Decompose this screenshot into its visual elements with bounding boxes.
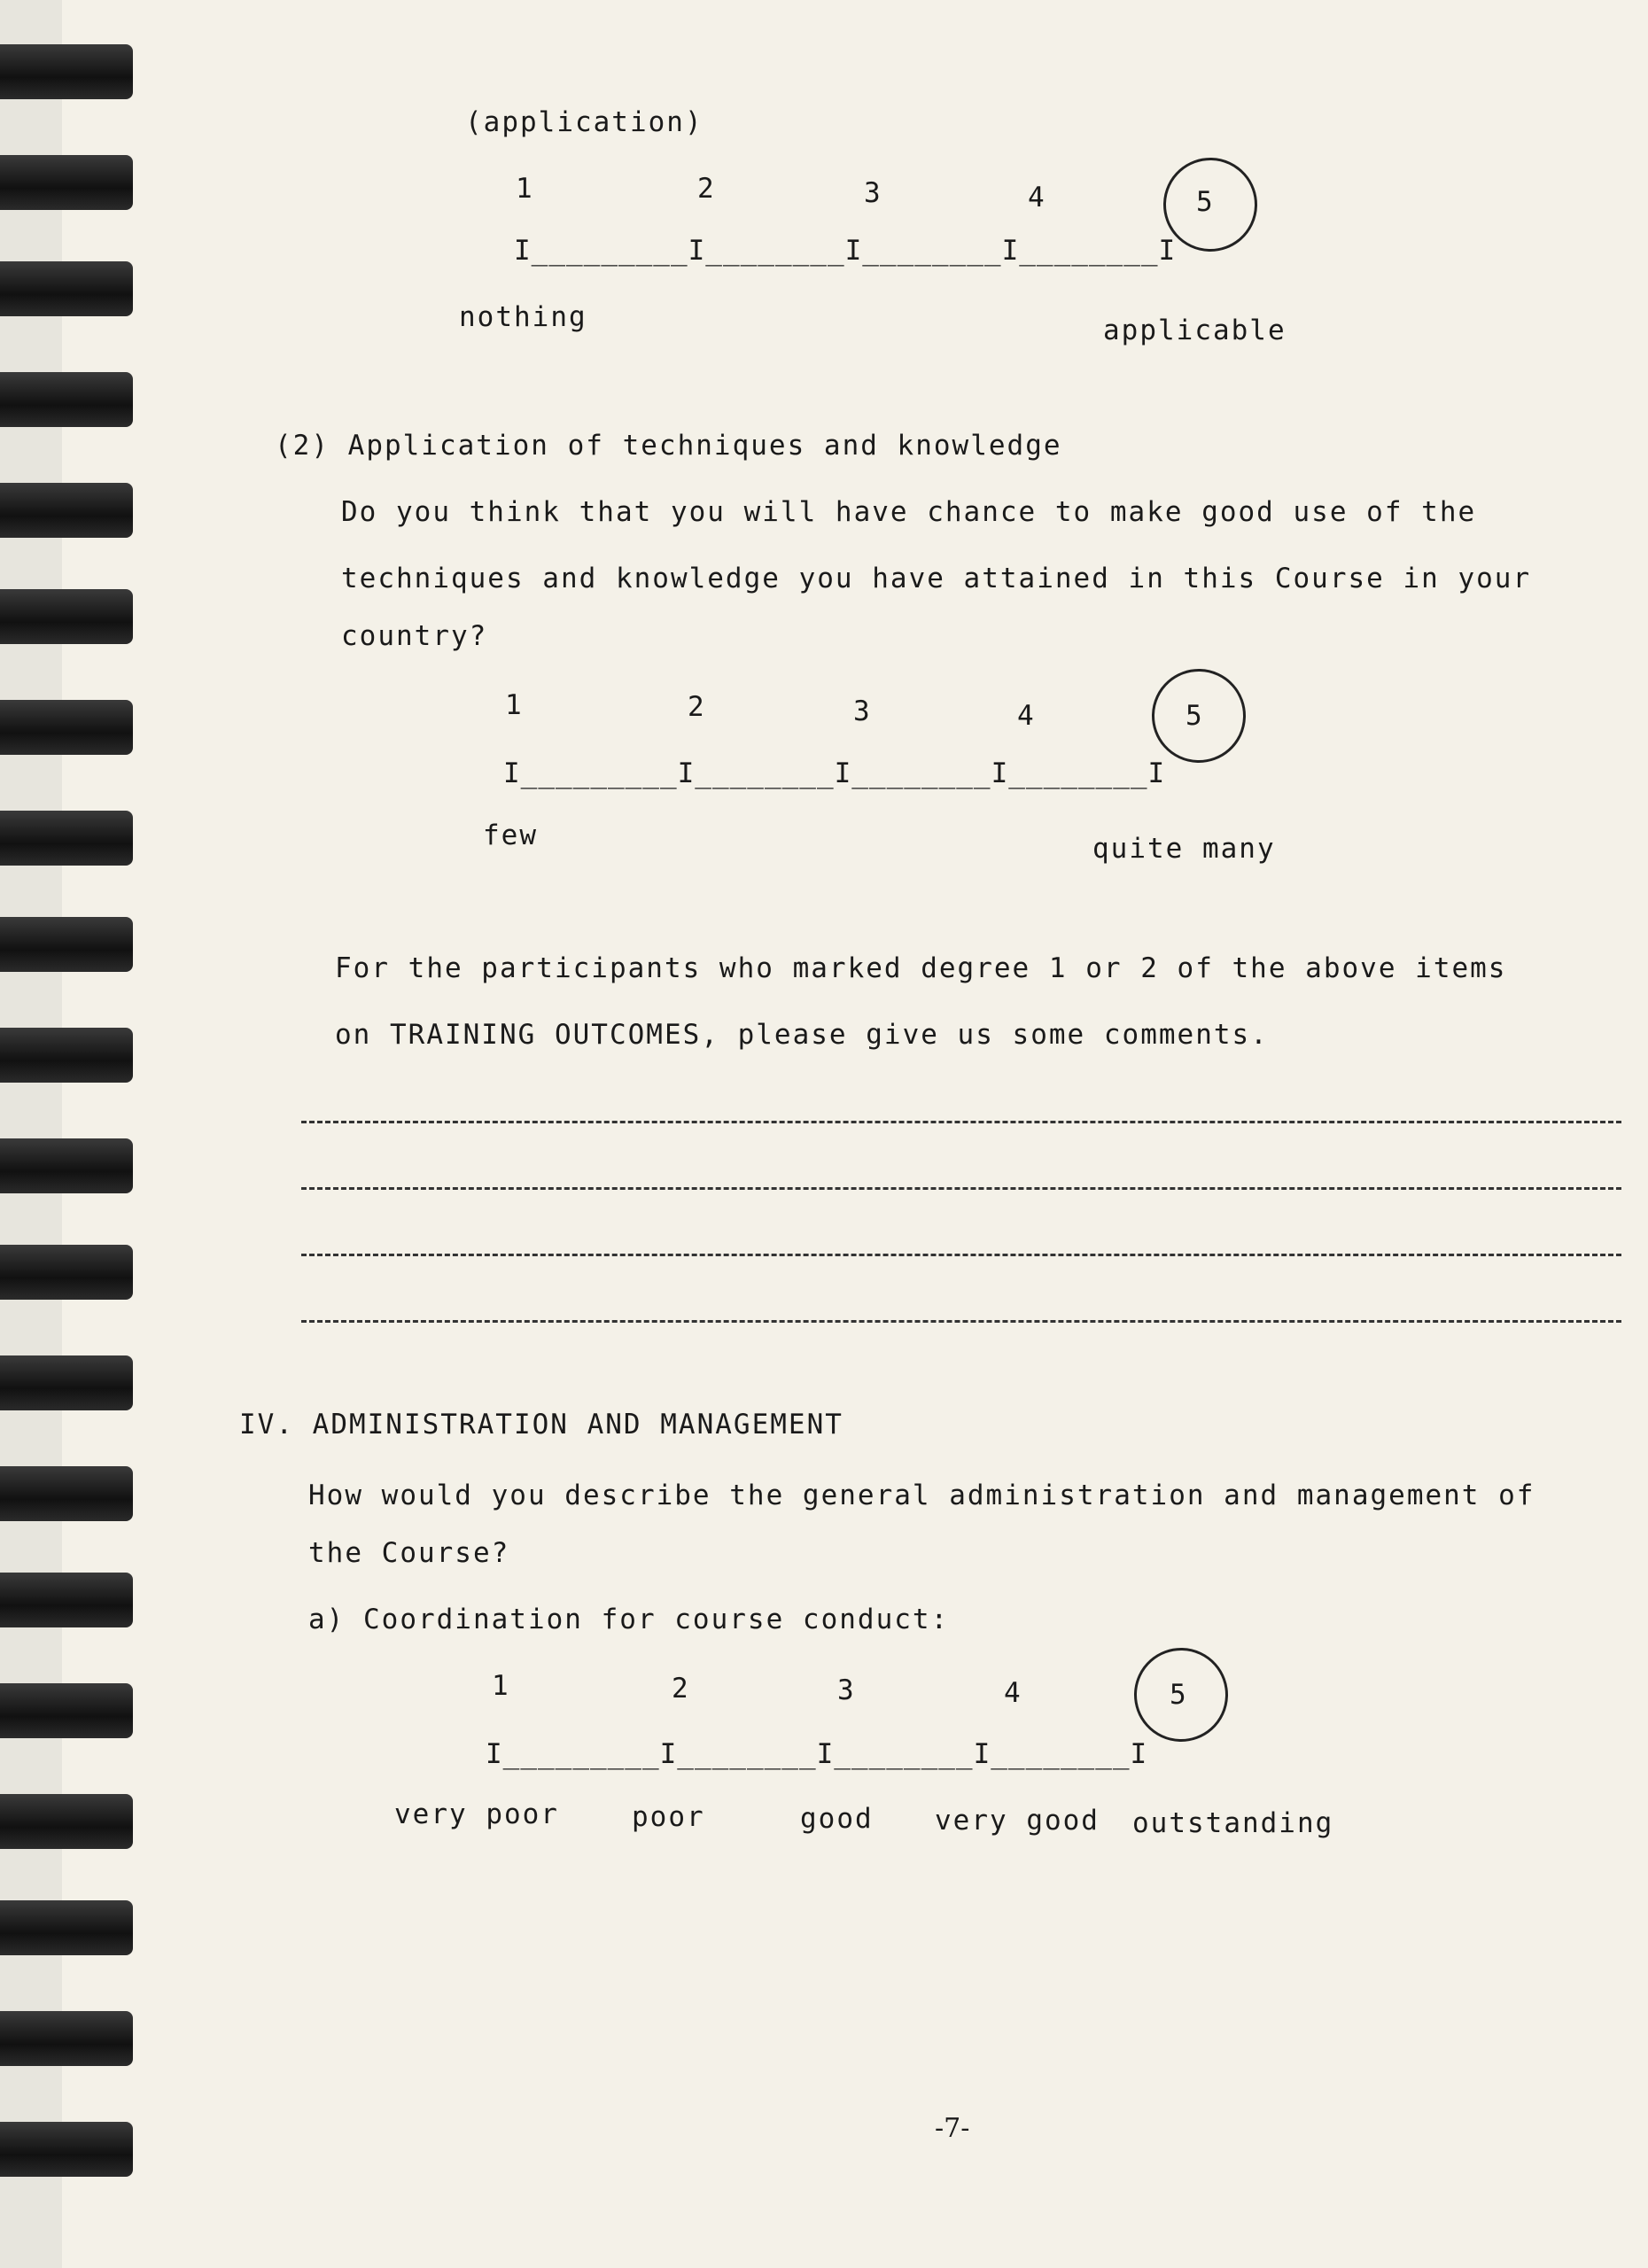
section4-question-line1: How would you describe the general administration and management of	[308, 1480, 1535, 1511]
comments-line2: on TRAINING OUTCOMES, please give us some comments.	[335, 1019, 1269, 1051]
q2-question-line3: country?	[341, 620, 488, 652]
q2-num-4: 4	[1017, 700, 1034, 732]
document-page	[62, 0, 1648, 2268]
section4-sub-a: a) Coordination for course conduct:	[308, 1604, 950, 1635]
q2-heading: (2) Application of techniques and knowledge	[275, 430, 1062, 462]
s4-selection-circle	[1121, 1635, 1241, 1755]
comment-line[interactable]	[301, 1254, 1621, 1256]
q1-num-5: 5	[1196, 186, 1213, 218]
s4-num-3: 3	[837, 1674, 854, 1706]
comment-line[interactable]	[301, 1320, 1621, 1323]
s4-anchor-2: poor	[632, 1801, 705, 1833]
q2-right-anchor: quite many	[1092, 833, 1276, 865]
section-heading: IV. ADMINISTRATION AND MANAGEMENT	[239, 1409, 843, 1441]
q1-num-3: 3	[864, 177, 881, 209]
q1-scale: I_________I________I________I________I	[514, 235, 1177, 267]
comment-line[interactable]	[301, 1121, 1621, 1123]
section4-question-line2: the Course?	[308, 1537, 510, 1569]
q2-num-2: 2	[688, 691, 704, 723]
s4-num-5: 5	[1170, 1679, 1186, 1711]
q2-left-anchor: few	[483, 819, 538, 851]
q2-question-line2: techniques and knowledge you have attained in this Course in your	[341, 563, 1532, 594]
q2-scale: I_________I________I________I________I	[503, 757, 1166, 789]
q2-num-1: 1	[505, 689, 522, 721]
q1-right-anchor: applicable	[1103, 315, 1287, 346]
s4-anchor-4: very good	[935, 1805, 1100, 1837]
s4-num-2: 2	[672, 1673, 688, 1705]
q1-num-4: 4	[1028, 182, 1045, 214]
spiral-binding	[0, 0, 142, 2268]
s4-num-1: 1	[492, 1670, 509, 1702]
q1-left-anchor: nothing	[459, 301, 587, 333]
comment-line[interactable]	[301, 1187, 1621, 1190]
s4-anchor-1: very poor	[394, 1798, 559, 1830]
s4-anchor-5: outstanding	[1132, 1807, 1334, 1839]
q1-num-1: 1	[516, 173, 532, 205]
s4-num-4: 4	[1004, 1677, 1021, 1709]
q2-question-line1: Do you think that you will have chance to make good use of the	[341, 496, 1477, 528]
q2-num-5: 5	[1185, 700, 1202, 732]
page-number: -7-	[935, 2113, 970, 2144]
s4-anchor-3: good	[800, 1803, 874, 1835]
s4-scale: I_________I________I________I________I	[486, 1738, 1148, 1770]
q1-label: (application)	[465, 106, 704, 138]
q1-num-2: 2	[697, 173, 714, 205]
q2-num-3: 3	[853, 695, 870, 727]
comments-line1: For the participants who marked degree 1 or 2 of the above items	[335, 952, 1507, 984]
